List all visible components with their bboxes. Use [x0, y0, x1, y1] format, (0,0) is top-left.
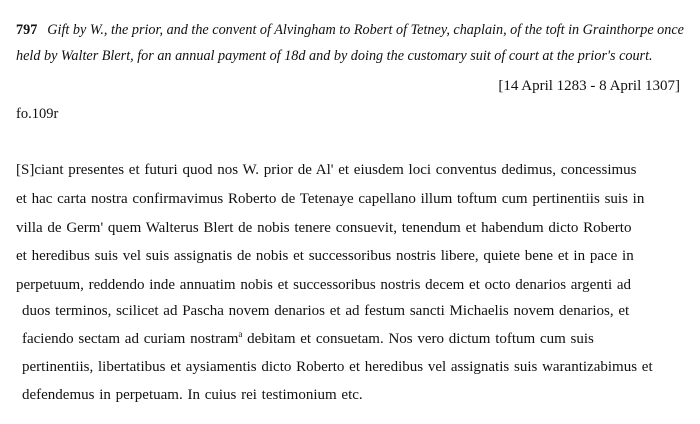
text-line-3: villa de Germ' quem Walterus Blert de nobis tenere consuevit, tenendum et habendum dicto Roberto	[16, 220, 632, 236]
text-line-2: et hac carta nostra confirmavimus Roberto de Tetenaye capellano illum toftum cum pertinentiis suis in	[16, 191, 645, 207]
footnote-marker: a	[238, 329, 243, 339]
entry-heading-line-2: held by Walter Blert, for an annual payment of 18d and by doing the customary suit of court at the prior's court.	[16, 48, 653, 64]
entry-number: 797	[16, 22, 38, 38]
text-line-1: [S]ciant presentes et futuri quod nos W. prior de Al' et eiusdem loci conventus dedimus, concessimus	[16, 162, 637, 178]
text-line-6: duos terminos, scilicet ad Pascha novem denarios et ad festum sancti Michaelis novem denarios, et	[22, 303, 630, 319]
text-line-7	[22, 329, 594, 349]
heading-text-1: Gift by W., the prior, and the convent of Alvingham to Robert of Tetney, chaplain, of the toft in Grainthorpe once	[47, 22, 684, 38]
text-line-7-part-2: debitam et consuetam. Nos vero dictum toftum cum suis	[247, 331, 594, 347]
text-line-5: perpetuum, reddendo inde annuatim nobis et successoribus nostris decem et octo denarios argenti ad	[16, 277, 632, 293]
text-line-4: et heredibus suis vel suis assignatis de nobis et successoribus nostris libere, quiete bene et in pace in	[16, 248, 634, 264]
entry-date: [14 April 1283 - 8 April 1307]	[498, 78, 680, 94]
text-line-8: pertinentiis, libertatibus et aysiamentis dicto Roberto et heredibus vel assignatis suis warantizabimus et	[22, 359, 653, 375]
text-line-9: defendemus in perpetuam. In cuius rei testimonium etc.	[22, 387, 363, 403]
entry-heading-line-1	[16, 20, 684, 40]
folio-reference: fo.109r	[16, 106, 59, 122]
text-line-7-part-1: faciendo sectam ad curiam nostram	[22, 331, 239, 347]
